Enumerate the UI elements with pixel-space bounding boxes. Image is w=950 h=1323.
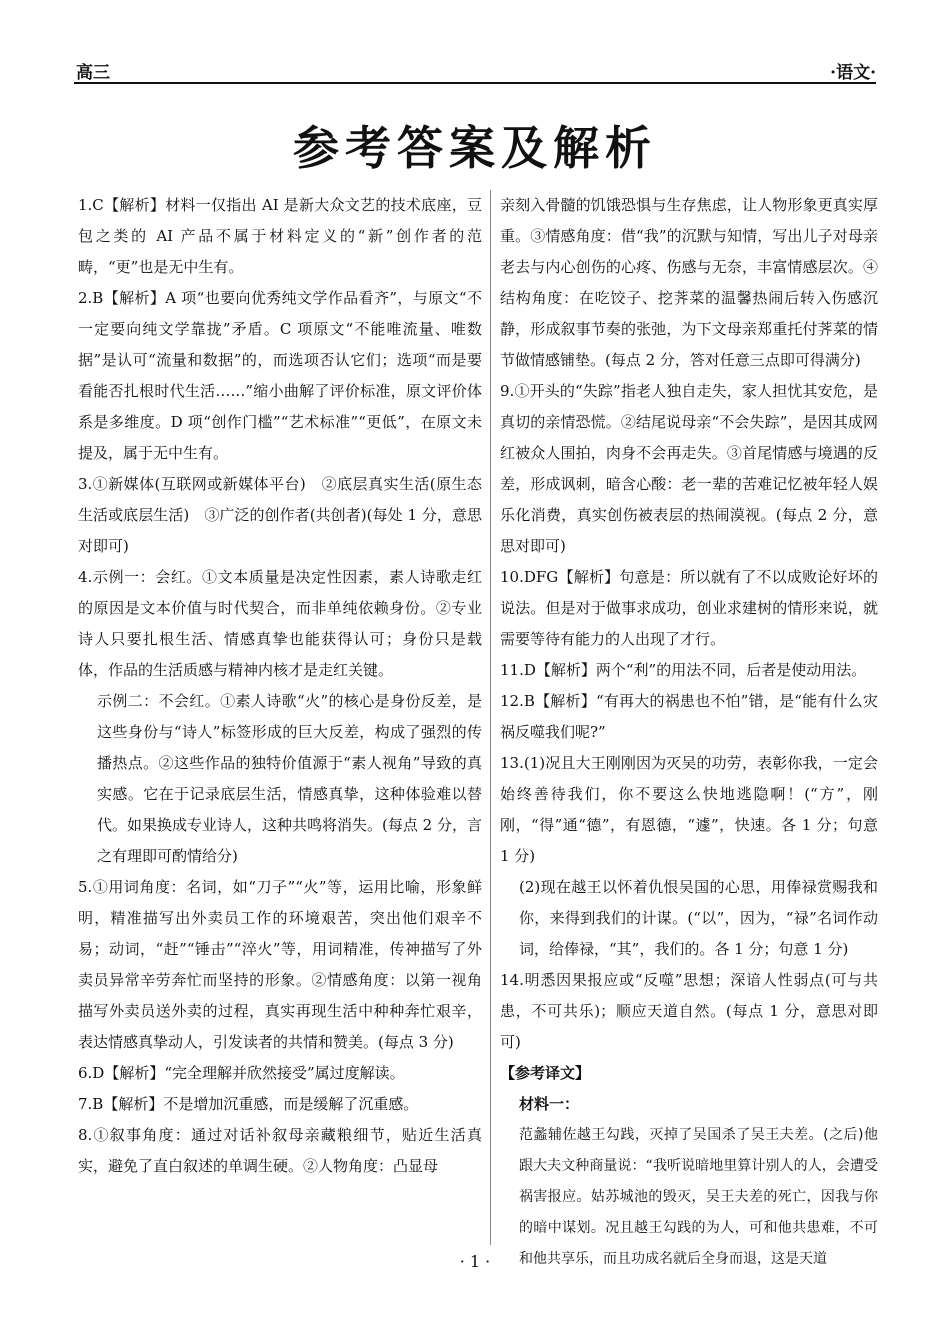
header-grade: 高三 [76, 63, 110, 83]
answer-10: 10.DFG【解析】句意是：所以就有了不以成败论好坏的说法。但是对于做事求成功，创业求建树的情形来说，就需要等待有能力的人出现了才行。 [500, 568, 878, 648]
header-rule [74, 82, 876, 84]
answer-6: 6.D【解析】“完全理解并欣然接受”属过度解读。 [78, 1064, 405, 1082]
right-column [500, 190, 878, 1275]
answer-4-example-2: 示例二：不会红。①素人诗歌“火”的核心是身份反差，是这些身份与“诗人”标签形成的巨大反差，构成了强烈的传播热点。②这些作品的独特价值源于“素人视角”导致的真实感。它在于记录底层生活，情感真挚，这种体验难以替代。如果换成专业诗人，这种共鸣将消失。(每点 2 分，言之有理即可酌情给分) [97, 692, 482, 865]
answer-8-start: 8.①叙事角度：通过对话补叙母亲藏粮细节，贴近生活真实，避免了直白叙述的单调生硬。②人物角度：凸显母 [78, 1126, 482, 1175]
translation-text: 范蠡辅佐越王勾践，灭掉了吴国杀了吴王夫差。(之后)他跟大夫文种商量说：“我听说暗地里算计别人的人，会遭受祸害报应。姑苏城池的毁灭，吴王夫差的死亡，因我与你的暗中谋划。况且越王勾践的为人，可和他共患难，不可和他共享乐，而且功成名就后全身而退，这是天道 [519, 1127, 878, 1267]
answer-7: 7.B【解析】不是增加沉重感，而是缓解了沉重感。 [78, 1095, 419, 1113]
answer-1: 1.C【解析】材料一仅指出 AI 是新大众文艺的技术底座，豆包之类的 AI 产品不属于材料定义的“新”创作者的范畴，“更”也是无中生有。 [78, 196, 482, 276]
answer-14: 14.明悉因果报应或“反噬”思想；深谙人性弱点(可与共患，不可共乐)；顺应天道自然。(每点 1 分，意思对即可) [500, 971, 878, 1051]
answer-11: 11.D【解析】两个“利”的用法不同，后者是使动用法。 [500, 661, 867, 679]
answer-12: 12.B【解析】“有再大的祸患也不怕”错，是“能有什么灾祸反噬我们呢?” [500, 692, 878, 741]
page-number: · 1 · [459, 1252, 491, 1271]
translation-material-label: 材料一： [519, 1095, 580, 1113]
answer-4-example-1: 4.示例一：会红。①文本质量是决定性因素，素人诗歌走红的原因是文本价值与时代契合，而非单纯依赖身份。②专业诗人只要扎根生活、情感真挚也能获得认可；身份只是载体，作品的生活质感与精神内核才是走红关键。 [78, 568, 482, 679]
page-title: 参考答案及解析 [293, 121, 657, 175]
answer-9: 9.①开头的“失踪”指老人独自走失，家人担忧其安危，是真切的亲情恐慌。②结尾说母亲“不会失踪”，是因其成网红被众人围拍，肉身不会再走失。③首尾情感与境遇的反差，形成讽刺，暗含心酸：老一辈的苦难记忆被年轻人娱乐化消费，真实创伤被表层的热闹漠视。(每点 2 分，意思对即可) [500, 382, 878, 555]
answer-2: 2.B【解析】A 项“也要向优秀纯文学作品看齐”，与原文“不一定要向纯文学靠拢”矛盾。C 项原文“不能唯流量、唯数据”是认可“流量和数据”的，而选项否认它们；选项“而是要看能否扎根时代生活……”缩小曲解了评价标准，原文评价体系是多维度。D 项“创作门槛”“艺术标准”“更低”，在原文未提及，属于无中生有。 [78, 289, 482, 462]
translation-heading: 【参考译文】 [500, 1064, 591, 1082]
column-divider [490, 190, 491, 1245]
answer-13-2: (2)现在越王以怀着仇恨吴国的心思，用俸禄赏赐我和你，来得到我们的计谋。(“以”，因为，“禄”名词作动词，给俸禄，“其”，我们的。各 1 分；句意 1 分) [519, 878, 878, 958]
answer-13-1: 13.(1)况且大王刚刚因为灭吴的功劳，表彰你我，一定会始终善待我们，你不要这么快地逃隐啊！(“方”，刚刚，“得”通“德”，有恩德，“遽”，快速。各 1 分；句意 1 分) [500, 754, 878, 865]
answer-8-continued: 亲刻入骨髓的饥饿恐惧与生存焦虑，让人物形象更真实厚重。③情感角度：借“我”的沉默与知情，写出儿子对母亲老去与内心创伤的心疼、伤感与无奈，丰富情感层次。④结构角度：在吃饺子、挖荠菜的温馨热闹后转入伤感沉静，形成叙事节奏的张弛，为下文母亲郑重托付荠菜的情节做情感铺垫。(每点 2 分，答对任意三点即可得满分) [500, 196, 878, 369]
header-subject: ·语文· [830, 63, 876, 83]
answer-3: 3.①新媒体(互联网或新媒体平台) ②底层真实生活(原生态生活或底层生活) ③广泛的创作者(共创者)(每处 1 分，意思对即可) [78, 475, 482, 555]
left-column [78, 190, 482, 1182]
answer-5: 5.①用词角度：名词，如“刀子”“火”等，运用比喻，形象鲜明，精准描写出外卖员工作的环境艰苦，突出他们艰辛不易；动词，“赶”“锤击”“淬火”等，用词精准，传神描写了外卖员异常辛劳奔忙而坚持的形象。②情感角度：以第一视角描写外卖员送外卖的过程，真实再现生活中种种奔忙艰辛，表达情感真挚动人，引发读者的共情和赞美。(每点 3 分) [78, 878, 482, 1051]
